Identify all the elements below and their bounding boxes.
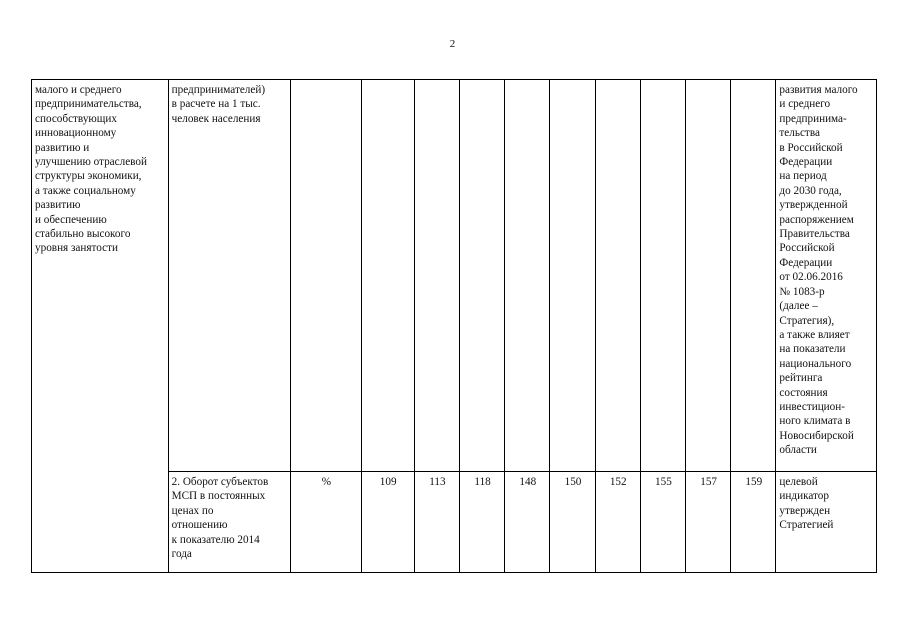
value-cell: 152 [595, 472, 640, 573]
value-cell: 150 [550, 472, 595, 573]
indicator-cell: предпринимателей) в расчете на 1 тыс. человек населения [168, 80, 291, 472]
value-cell: 118 [460, 472, 505, 573]
value-cell [550, 80, 595, 472]
value-cell [686, 80, 731, 472]
value-cell [460, 80, 505, 472]
value-cell: 157 [686, 472, 731, 573]
value-cell [595, 80, 640, 472]
note-cell: развития малого и среднего предпринима- тельства в Российской Федерации на период до 2030 года, утвержденной распоряжением Правительства Российской Федерации от 02.06.2016 № 1083-р (далее – Стратегия), а также влияет на показатели национального рейтинга состояния инвестицион- ного климата в Новосибирской области [776, 80, 877, 472]
value-cell [731, 80, 776, 472]
value-cell: 155 [640, 472, 685, 573]
value-cell [361, 80, 414, 472]
note-cell: целевой индикатор утвержден Стратегией [776, 472, 877, 573]
value-cell: 148 [505, 472, 550, 573]
value-cell [640, 80, 685, 472]
value-cell: 159 [731, 472, 776, 573]
value-cell: 113 [414, 472, 459, 573]
value-cell: 109 [361, 472, 414, 573]
value-cell [414, 80, 459, 472]
indicators-table [31, 79, 877, 573]
goal-cell: малого и среднего предпринимательства, способствующих инновационному развитию и улучшению отраслевой структуры экономики, а также социальному развитию и обеспечению стабильно высокого уровня занятости [32, 80, 169, 573]
table-row [32, 80, 877, 472]
unit-cell: % [291, 472, 361, 573]
unit-cell [291, 80, 361, 472]
value-cell [505, 80, 550, 472]
indicator-cell: 2. Оборот субъектов МСП в постоянных ценах по отношению к показателю 2014 года [168, 472, 291, 573]
page-number: 2 [449, 38, 456, 50]
